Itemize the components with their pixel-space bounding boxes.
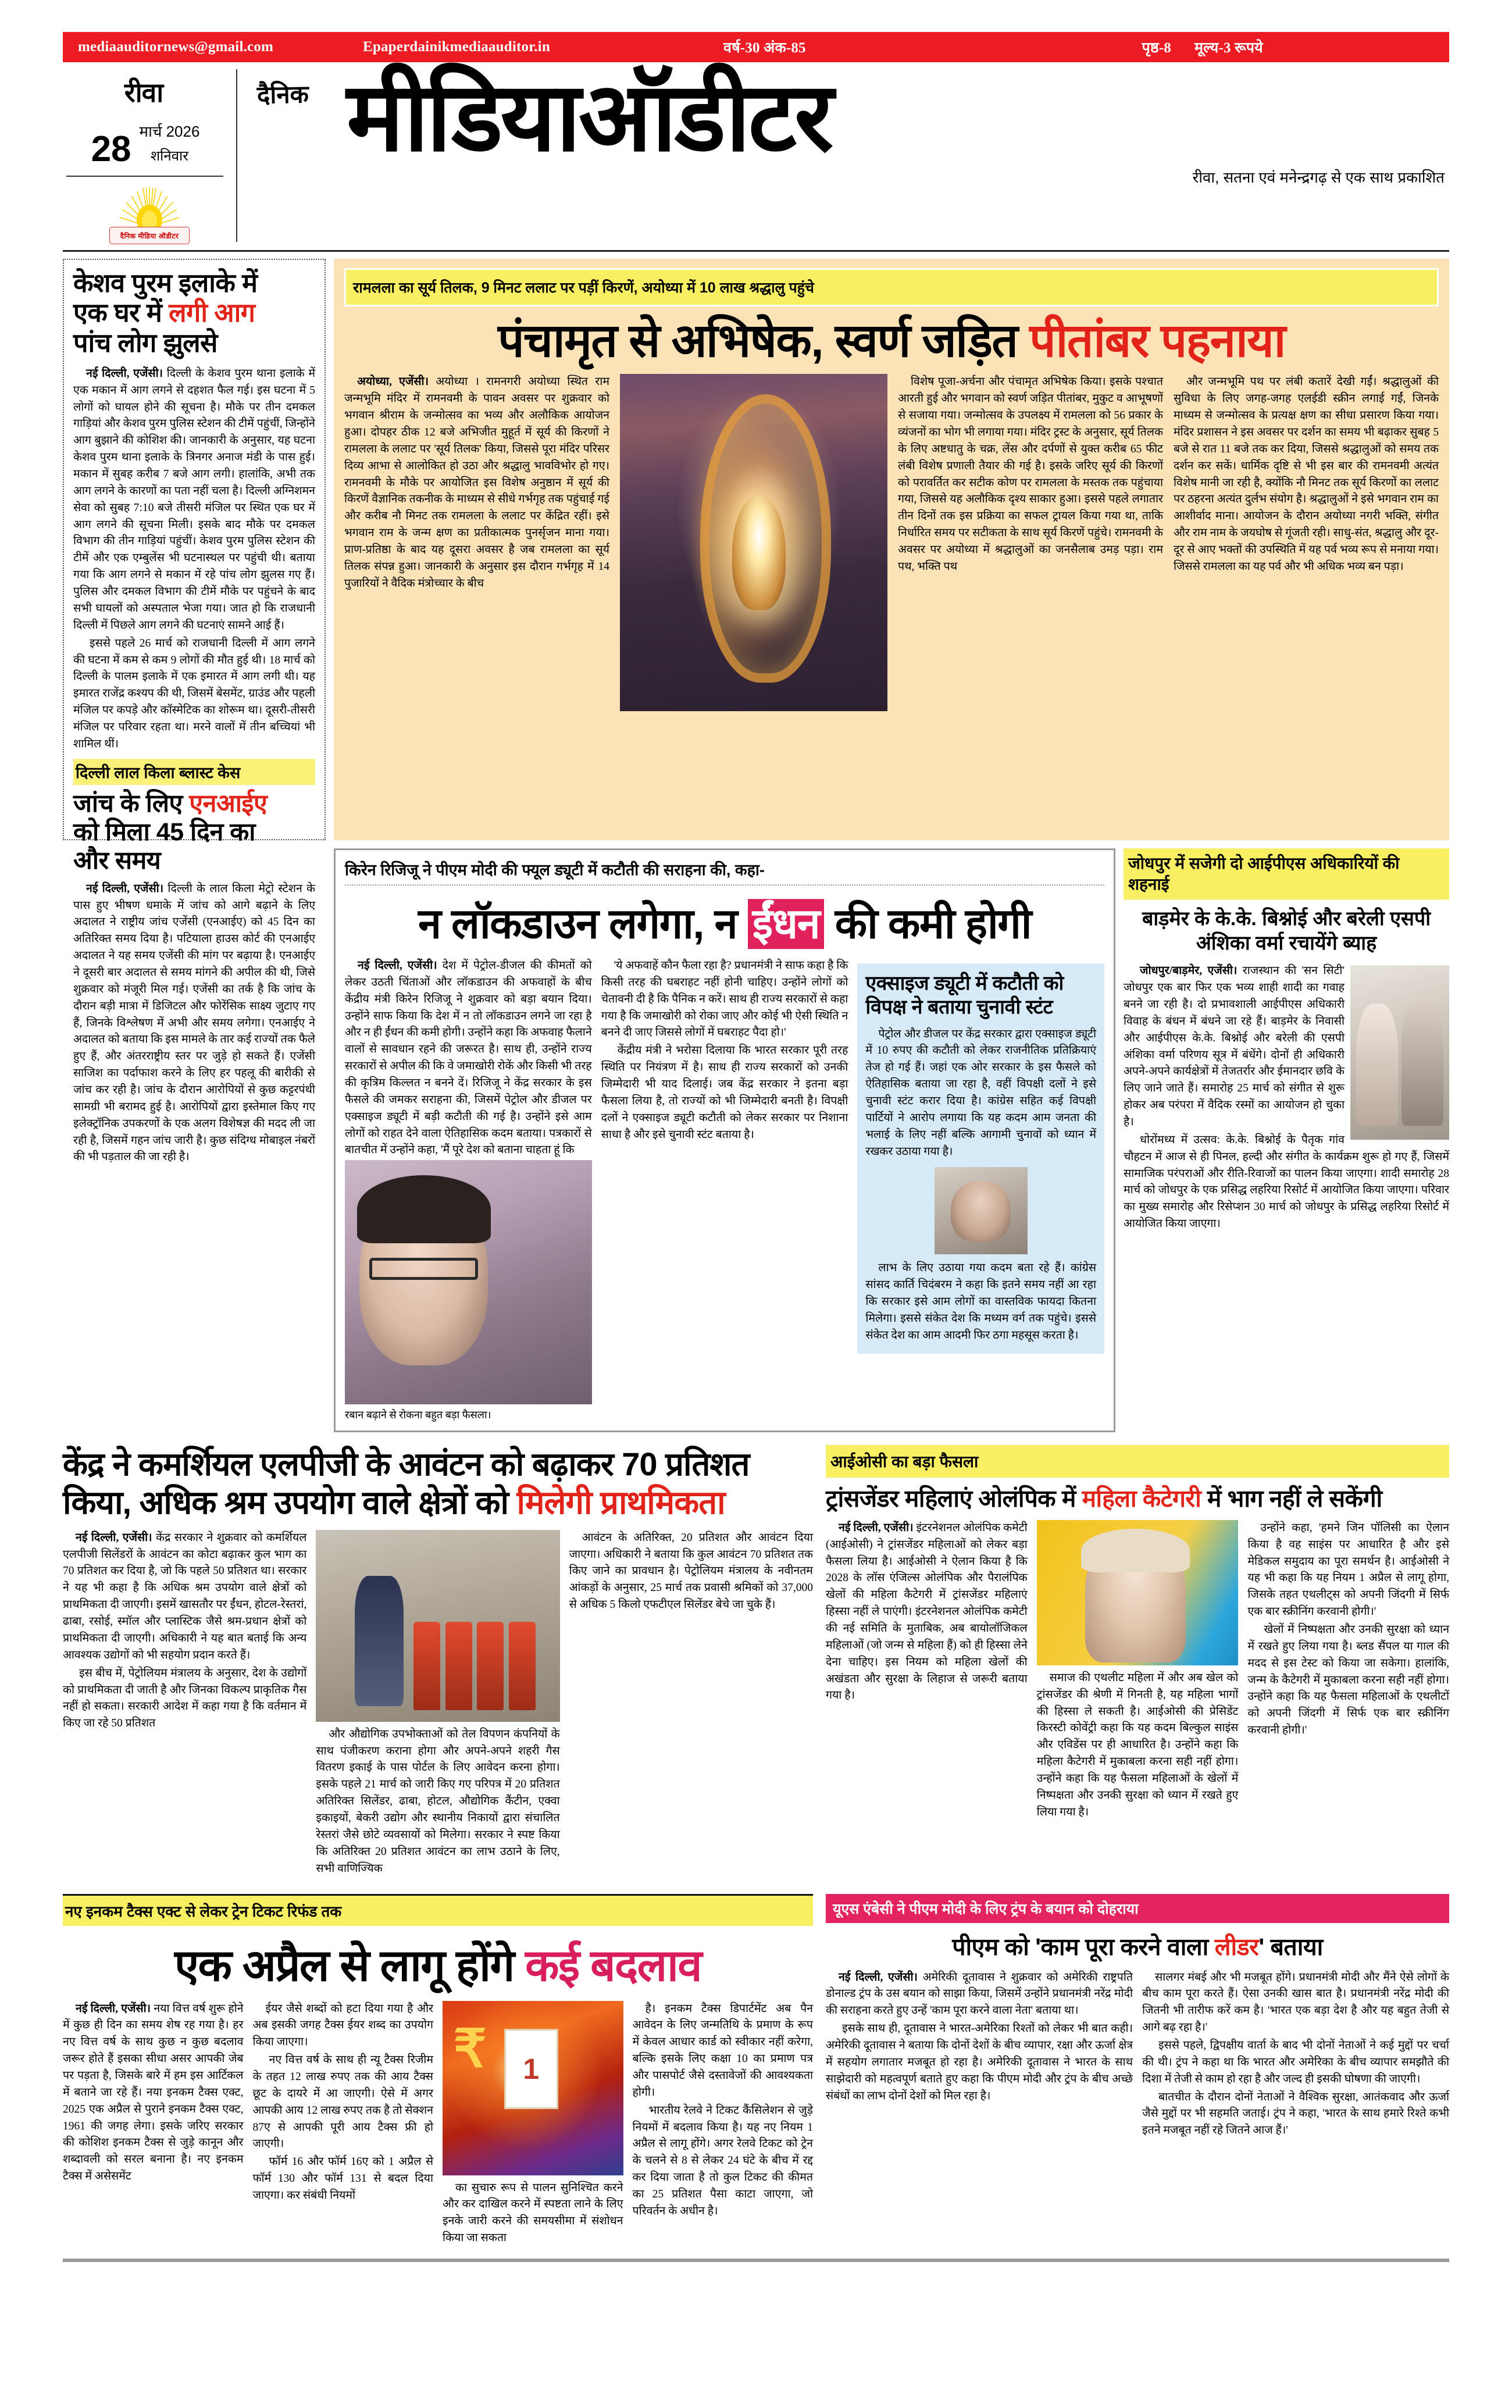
nia-kicker: दिल्ली लाल किला ब्लास्ट केस — [73, 759, 315, 785]
ioc-headline-a: ट्रांसजेंडर महिलाएं ओलंपिक में — [826, 1485, 1082, 1512]
ioc-byline: नई दिल्ली, एजेंसी। — [839, 1521, 914, 1534]
tax-col-3 — [443, 2001, 623, 2248]
rijiju-col2b-text: केंद्रीय मंत्री ने भरोसा दिलाया कि भारत सरकार पूरी तरह स्थिति पर नियंत्रण में है। साथ ही राज्य सरकारों को उनकी जिम्मेदारी भी याद दिलाई। जब केंद्र सरकार ने इतना बड़ा फैसला लिया है, तो राज्यों को भी जिम्मेदारी बनती है। विपक्षी दलों ने एक्साइज ड्यूटी कटौती को लेकर सरकार पर निशाना साधा है और इसे चुनावी स्टंट बताया है। — [601, 1044, 848, 1141]
rijiju-col-2 — [601, 958, 848, 1422]
tax-story — [63, 1894, 813, 2248]
row-second — [63, 848, 1449, 1432]
masthead-right — [237, 63, 1449, 187]
worker-figure — [355, 1576, 404, 1706]
fire-headline-line3: पांच लोग झुलसे — [73, 327, 217, 358]
idol-glow — [732, 495, 786, 610]
jodhpur-photo — [1350, 965, 1449, 1140]
ram-col-1 — [344, 374, 609, 711]
fire-byline: नई दिल्ली, एजेंसी। — [86, 367, 163, 380]
ioc-col-1 — [826, 1520, 1028, 1822]
fire-body-text: दिल्ली के केशव पुरम थाना इलाके में एक मकान में आग लगने से दहशत फैल गई। इस घटना में 5 लोगों को घायल होने की सूचना है। मौके पर तीन दमकल गाड़ियां और केशव पुरम पुलिस स्टेशन की टीमें पहुंचीं, जिन्होंने आग बुझाने की कोशिश की। जानकारी के अनुसार, यह घटना केशव पुरम थाना इलाके के त्रिनगर अनाज मंडी के पास हुई। मकान में सुबह करीब 7 बजे आग लगी। हालांकि, अभी तक आग लगने के कारणों का पता नहीं चला है। दिल्ली अग्निशमन सेवा को सुबह 7:10 बजे तीसरी मंजिल पर स्थित एक घर में आग लगने की सूचना मिली। इसके बाद मौके पर दमकल विभाग की तीन गाड़ियां पहुंचीं। केशव पुरम पुलिस स्टेशन की टीमें और एक एम्बुलेंस भी घटनास्थल पर पहुंची थी। बताया गया कि आग लगने से मकान में रहे पांच लोग झुलस गए हैं। पुलिस और दमकल विभाग की टीमें मौके पर पहुंचने के बाद सभी घायलों को अस्पताल भेजा गया। जात हो कि राजधानी दिल्ली में पिछले आग लगने की घटनाएं सामने आई हैं। — [73, 367, 316, 632]
tax-col4b-text: भारतीय रेलवे ने टिकट कैंसिलेशन से जुड़े नियमों में बदलाव किया है। यह नए नियम 1 अप्रैल से लागू होंगे। अगर रेलवे टिकट को ट्रेन के चलने से 8 से लेकर 24 घंटे के बीच में रद्द कर दिया जाता है तो कुल टिकट की कीमत का 25 प्रतिशत पैसा काटा जाएगा, जो परिवर्तन के अधीन है। — [632, 2104, 813, 2217]
modi-headline-quote: 'काम पूरा करने वाला — [1035, 1933, 1215, 1960]
modi-columns — [826, 1970, 1449, 2141]
modi-col1-text: अमेरिकी दूतावास ने शुक्रवार को अमेरिकी राष्ट्रपति डोनाल्ड ट्रंप के उस बयान को साझा किया, जिसमें उन्होंने प्रधानमंत्री नरेंद्र मोदी की सराहना करते हुए उन्हें 'काम पूरा करने वाला नेता' बताया था। — [826, 1971, 1133, 2017]
modi-headline-b: ' बताया — [1258, 1933, 1323, 1960]
rijiju-col-3 — [857, 958, 1104, 1422]
gas-cylinder — [509, 1622, 536, 1710]
masthead-divider — [66, 176, 223, 177]
masthead-left — [63, 69, 237, 242]
volume-issue: वर्ष-30 अंक-85 — [723, 40, 806, 56]
rijiju-headline — [345, 894, 1104, 951]
left-spacer-col — [63, 848, 326, 1432]
contact-email[interactable]: mediaauditornews@gmail.com — [78, 39, 274, 55]
modi-col2b-text: इससे पहले, द्विपक्षीय वार्ता के बाद भी दोनों नेताओं ने कई मुद्दों पर चर्चा की थी। ट्रंप ने कहा था कि भारत और अमेरिका के बीच व्यापार समझौते की दिशा में तेजी से काम हो रहा है और जल्द ही इसकी घोषणा की जाएगी। — [1142, 2039, 1449, 2085]
modi-col2-text: सालगर मंबई और भी मजबूत होंगे। प्रधानमंत्री मोदी और मैंने ऐसे लोगों के बीच काम पूरा करते हैं। ऐसा उनकी खास बात है। प्रधानमंत्री नरेंद्र मोदी की जितनी भी तारीफ करें कम है। 'भारत एक बड़ा देश है और यह बहुत तेजी से आगे बढ़ रहा है।' — [1142, 1971, 1449, 2034]
modi-col-1 — [826, 1970, 1133, 2141]
tax-kicker: नए इनकम टैक्स एक्ट से लेकर ट्रेन टिकट रिफंड तक — [63, 1894, 813, 1926]
modi-headline-a: पीएम को — [952, 1933, 1036, 1960]
logo-nameplate: दैनिक मीडिया ऑडीटर — [109, 227, 190, 244]
masthead-bottom-rule — [63, 250, 1449, 252]
ram-story — [334, 259, 1449, 840]
tax-col-1 — [63, 2001, 244, 2248]
lpg-col-1 — [63, 1530, 306, 1879]
gas-cylinder — [445, 1622, 472, 1710]
modi-story — [826, 1894, 1449, 2248]
ioc-col1-text: इंटरनेशनल ओलंपिक कमेटी (आईओसी) ने ट्रांसजेंडर महिलाओं को लेकर बड़ा फैसला लिया है। आईओसी ने ऐलान किया है कि 2028 के लॉस एंजिल्स ओलंपिक और पैरालंपिक खेलों की महिला कैटेगरी में ट्रांसजेंडर महिलाएं हिस्सा नहीं ले पाएंगी। इंटरनेशनल ओलंपिक कमेटी की नई समिति के मुताबिक, अब बायोलॉजिकल महिलाओं (जो जन्म से महिला हैं) को ही हिस्सा लेने देना चाहिए। इस नियम को महिला खेलों की अखंडता और सुरक्षा के लिहाज से जरूरी बताया गया है। — [826, 1521, 1028, 1702]
masthead — [63, 63, 1449, 247]
newspaper-page — [0, 32, 1512, 2408]
lpg-headline-a: केंद्र ने कमर्शियल एलपीजी के आवंटन को बढ़ाकर 70 प्रतिशत किया, अधिक श्रम उपयोग वाले क्षेत्रों को — [63, 1445, 750, 1521]
ioc-col3-text: उन्होंने कहा, 'हमने जिन पॉलिसी का ऐलान किया है वह साइंस पर आधारित है और इसे मेडिकल समुदाय का पूरा समर्थन है। आईओसी ने यह भी कहा कि यह नियम 1 अप्रैल से लागू होगा, जिसके तहत एथलीट्स को अपनी जिंदगी में सिर्फ एक बार स्क्रीनिंग करवानी होगी।' — [1247, 1521, 1450, 1618]
ram-strap: रामलला का सूर्य तिलक, 9 मिनट ललाट पर पड़ीं किरणें, अयोध्या में 10 लाख श्रद्धालु पहुंचे — [344, 268, 1439, 306]
lpg-cylinders-photo — [316, 1530, 559, 1722]
ramlala-photo — [620, 374, 887, 711]
epaper-website[interactable]: Epaperdainikmediaauditor.in — [363, 39, 550, 55]
excise-col3-text: पेट्रोल और डीजल पर केंद्र सरकार द्वारा एक्साइज ड्यूटी में 10 रुपए की कटौती को लेकर राजनीतिक प्रतिक्रियाएं तेज हो गई हैं। जहां एक ओर सरकार के इस फैसले को ऐतिहासिक बताया जा रहा है, वहीं विपक्षी दलों ने इसे चुनावी स्टंट करार दिया है। कांग्रेस सहित कई विपक्षी पार्टियों ने आरोप लगाया कि यह कदम आम जनता की भलाई के लिए नहीं बल्कि आगामी चुनावों को ध्यान में रखकर उठाया गया है। — [865, 1028, 1097, 1158]
tax-col2b-text: नए वित्त वर्ष के साथ ही न्यू टैक्स रिजीम के तहत 12 लाख रुपए तक की आय टैक्स छूट के दायरे में आ जाएगी। ऐसे में अगर आपकी आय 12 लाख रुपए तक है तो सेक्शन 87ए से आपकी पूरी आय टैक्स फ्री हो जाएगी। — [252, 2054, 433, 2150]
fire-body-text2: इससे पहले 26 मार्च को राजधानी दिल्ली में आग लगने की घटना में कम से कम 9 लोगों की मौत हुई थी। 18 मार्च को दिल्ली के पालम इलाके में एक इमारत में आग लगी थी। यह इमारत राजेंद्र कश्यप की थी, जिसमें बेसमेंट, ग्राउंड और पहली मंजिल पर कपड़े और कॉस्मेटिक का शोरूम था। दूसरी-तीसरी मंजिल पर परिवार रहता था। मरने वालों में तीन बच्चियां भी शामिल थीं। — [73, 637, 315, 750]
row-third — [63, 1445, 1449, 1879]
tax-col4-text: है। इनकम टैक्स डिपार्टमेंट अब पैन आवेदन के लिए जन्मतिथि के प्रमाण के रूप में केवल आधार कार्ड को स्वीकार नहीं करेगा, बल्कि इसके लिए कक्षा 10 का प्रमाण पत्र और पासपोर्ट जैसे दस्तावेजों की आवश्यकता होगी। — [632, 2002, 813, 2099]
modi-col2c-text: बातचीत के दौरान दोनों नेताओं ने वैश्विक सुरक्षा, आतंकवाद और ऊर्जा जैसे मुद्दों पर भी सहमति जताई। ट्रंप ने कहा, 'भारत के साथ हमारे रिश्ते कभी इतने मजबूत नहीं रहे जितने आज हैं।' — [1142, 2090, 1449, 2137]
date-weekday: शनिवार — [150, 148, 189, 164]
rijiju-headline-a: न लॉकडाउन लगेगा, न — [418, 901, 748, 947]
lpg-story — [63, 1445, 813, 1879]
tax-col3-text: का सुचारु रूप से पालन सुनिश्चित करने और कर दाखिल करने में स्पष्टता लाने के लिए इनके जारी करने की समयसीमा में संशोधन किया जा सकता — [443, 2181, 623, 2245]
lpg-headline-red: मिलेगी प्राथमिकता — [516, 1483, 725, 1521]
excise-face — [951, 1181, 1010, 1242]
ioc-headline — [826, 1485, 1449, 1513]
jodhpur-col1-text: राजस्थान की 'सन सिटी' जोधपुर एक बार फिर एक भव्य शाही शादी का गवाह बनने जा रही है। दो प्रभावशाली आईपीएस अधिकारी विवाह के बंधन में बंधने जा रहे हैं। बाड़मेर के निवासी और आईपीएस के.के. बिश्नोई और बरेली की एसपी अंशिका वर्मा परिणय सूत्र में बंधेंगे। दोनों ही अधिकारी अपने-अपने कार्यक्षेत्रों में तेजतर्रार और ईमानदार छवि के लिए जाने जाते हैं। समारोह 25 मार्च को संगीत से शुरू होकर अब परंपरा में वैदिक रस्मों का आयोजन हो चुका है। — [1124, 965, 1345, 1129]
page-count: पृष्ठ-8 — [1142, 40, 1171, 56]
gas-cylinder — [477, 1622, 504, 1710]
rijiju-story — [334, 848, 1115, 1432]
nia-byline: नई दिल्ली, एजेंसी। — [86, 882, 164, 895]
ioc-col2-text: समाज की एथलीट महिला में और अब खेल को ट्रांसजेंडर की श्रेणी में गिनती है, यह महिला भागों की हिस्सा ले सकती है। आईओसी की प्रेसिडेंट किरस्टी कोवेंट्री कहा कि यह कदम बिल्कुल साइंस और एविडेंस पर ही आधारित है। उन्होंने कहा कि महिला कैटेगरी में मुकाबला करना सही नहीं होगा। उन्होंने कहा कि यह फैसला महिलाओं के खेलों में निष्पक्षता और उनकी सुरक्षा को ध्यान में रखते हुए लिया गया है। — [1036, 1671, 1239, 1818]
rijiju-glasses — [369, 1258, 478, 1280]
tax-col2-text: ईयर जैसे शब्दों को हटा दिया गया है और अब इसकी जगह टैक्स ईयर शब्द का उपयोग किया जाएगा। — [252, 2002, 433, 2049]
tax-col-4 — [633, 2001, 814, 2248]
nia-headline-red: एनआईए — [189, 789, 268, 818]
lpg-col1-text: केंद्र सरकार ने शुक्रवार को कमर्शियल एलपीजी सिलेंडरों के आवंटन का कोटा बढ़ाकर कुल भाग का 70 प्रतिशत कर दिया है, जो कि पहले 50 प्रतिशत था। सरकार ने यह भी कहा है कि अधिक श्रम उपयोग वाले क्षेत्रों को प्राथमिकता दी जाएगी। इसमें खासतौर पर ईंधन, होटल-रेस्तरां, ढाबा, रसोई, स्मॉल और प्लास्टिक जैसे श्रम-प्रधान क्षेत्रों को प्राथमिकता दी जाएगी। अधिकारी ने यह बात बताई कि अन्य आवश्यक उद्योगों को भी सहयोग प्रदान करते हैं। — [63, 1531, 307, 1661]
jodhpur-headline: बाड़मेर के के.के. बिश्नोई और बरेली एसपी अंशिका वर्मा रचायेंगे ब्याह — [1142, 907, 1431, 955]
fire-headline-red: लगी आग — [169, 298, 255, 328]
jodhpur-kicker: जोधपुर में सजेगी दो आईपीएस अधिकारियों की शहनाई — [1124, 848, 1449, 900]
ioc-headline-red: महिला कैटेगरी — [1082, 1485, 1201, 1512]
modi-col-2 — [1142, 1970, 1449, 2141]
fire-headline — [73, 268, 315, 358]
date-day: 28 — [91, 129, 131, 170]
rijiju-columns — [345, 958, 1104, 1422]
tax-headline-a: एक अप्रैल से लागू होंगे — [174, 1940, 526, 1990]
jodhpur-col2-text: धोरोंमध्य में उत्सव: के.के. बिश्नोई के पैतृक गांव चौहटन में आज से ही पिनल, हल्दी और संगीत के कार्यक्रम शुरू हो गए हैं, जिसमें सामाजिक परंपराओं और रीति-रिवाजों का पालन किया जाएगा। शादी समारोह 28 मार्च को जोधपुर के एक प्रसिद्ध लहरिया रिसोर्ट में आयोजित किया जाएगा। परिवार का मुख्य समारोह और रिसेप्शन 30 मार्च को जोधपुर के प्रसिद्ध लहरिया रिसोर्ट में आयोजित किया जाएगा। — [1124, 1133, 1449, 1230]
tax-col-2 — [253, 2001, 434, 2248]
modi-col1b-text: इसके साथ ही, दूतावास ने भारत-अमेरिका रिश्तों को लेकर भी बात कही। अमेरिकी दूतावास ने बताया कि दोनों देशों के बीच व्यापार, रक्षा और ऊर्जा क्षेत्र में सहयोग लगातार मजबूत हो रहा है। अमेरिकी दूतावास ने भारत के साथ साझेदारी को महत्वपूर्ण बताते हुए कहा कि पीएम मोदी और ट्रंप के बीच अच्छे संबंधों का लाभ दोनों देशों को मिल रहा है। — [826, 2022, 1133, 2102]
gas-cylinder — [413, 1622, 440, 1710]
rupee-symbol-icon: ₹ — [453, 2020, 487, 2078]
ram-col2-text: विशेष पूजा-अर्चना और पंचामृत अभिषेक किया। इसके पश्चात आरती हुई और भगवान को स्वर्ण जड़ित पीतांबर, मुकुट व आभूषणों से सजाया गया। जन्मोत्सव के उपलक्ष्य में रामलला को 56 प्रकार के व्यंजनों का भोग भी लगाया गया। मंदिर ट्रस्ट के अनुसार, सूर्य तिलक के लिए अष्टधातु के चक्र, लेंस और दर्पणों से युक्त करीब 65 फीट लंबी विशेष प्रणाली तैयार की गई है। इसके जरिए सूर्य की किरणों को परावर्तित कर सटीक कोण पर रामलला के मस्तक तक पहुंचाया गया, जिससे यह अलौकिक दृश्य साकार हुआ। इससे पहले लगातार तीन दिनों तक इस प्रक्रिया का सफल ट्रायल किया गया था, ताकि निर्धारित समय पर सटीकता के साथ सूर्य किरणें पहुंचे। रामनवमी के अवसर पर अयोध्या में श्रद्धालुओं का जनसैलाब उमड़ पड़ा। राम पथ, भक्ति पथ — [898, 376, 1163, 573]
lpg-col2-text: इस बीच में, पेट्रोलियम मंत्रालय के अनुसार, देश के उद्योगों को प्राथमिकता दी जाती है और जिनका विकल्प प्राकृतिक गैस नहीं हो सकता। सरकारी आदेश में कहा गया है कि वर्तमान में किए जा रहे 50 प्रतिशत — [63, 1667, 307, 1730]
ram-col3-text: और जन्मभूमि पथ पर लंबी कतारें देखी गईं। श्रद्धालुओं की सुविधा के लिए जगह-जगह एलईडी स्क्रीन लगाई गईं, जिनके माध्यम से जन्मोत्सव के प्रत्यक्ष क्षण का सीधा प्रसारण किया गया। मंदिर प्रशासन ने इस अवसर पर दर्शन का समय भी बढ़ाकर सुबह 5 बजे से रात 11 बजे तक कर दिया, जिससे श्रद्धालुओं को समय तक दर्शन कर सकें। धार्मिक दृष्टि से भी इस बार की रामनवमी अत्यंत विशेष मानी जा रही है, क्योंकि नौ मिनट तक सूर्य किरणों का ललाट पर ठहरना अत्यंत दुर्लभ संयोग है। श्रद्धालुओं ने इसे भगवान राम का आशीर्वाद माना। आयोजन के दौरान अयोध्या नगरी भक्ति, संगीत और राम नाम के जयघोष से गूंजती रही। साधु-संत, श्रद्धालु और दूर-दूर से आए भक्तों की उपस्थिति में यह पर्व भव्य रूप से मनाया गया। जिससे रामलला का यह पर्व और भी अधिक भव्य बन पड़ा। — [1174, 376, 1439, 573]
tax-columns — [63, 2001, 813, 2248]
lpg-byline: नई दिल्ली, एजेंसी। — [76, 1531, 152, 1544]
modi-kicker: यूएस एंबेसी ने पीएम मोदी के लिए ट्रंप के बयान को दोहराया — [826, 1894, 1449, 1923]
fire-body — [73, 366, 315, 753]
groom-figure — [1356, 1004, 1397, 1126]
rijiju-headline-pink: ईंधन — [748, 899, 824, 949]
ioc-col-2 — [1037, 1520, 1239, 1822]
ram-headline — [344, 316, 1439, 366]
ram-columns — [344, 374, 1439, 711]
lpg-col-3 — [569, 1530, 813, 1879]
tax-headline — [63, 1934, 813, 1994]
rijiju-col-1 — [345, 958, 592, 1422]
jodhpur-story — [1124, 848, 1449, 1432]
ioc-kicker: आईओसी का बड़ा फैसला — [826, 1445, 1449, 1478]
tax-byline: नई दिल्ली, एजेंसी। — [76, 2002, 151, 2015]
fire-headline-line2a: एक घर में — [73, 298, 169, 328]
cover-price: मूल्य-3 रूपये — [1194, 40, 1263, 56]
excise-box — [857, 964, 1104, 1354]
fire-story-box — [63, 259, 326, 1164]
lpg-col3-text: और औद्योगिक उपभोक्ताओं को तेल विपणन कंपनियों के साथ पंजीकरण कराना होगा और अपने-अपने शहरी गैस वितरण इकाई के पास पोर्टल के लिए आवेदन करना होगा। इसके पहले 21 मार्च को जारी किए गए परिपत्र में 20 प्रतिशत अतिरिक्त सिलेंडर, ढाबा, होटल, औद्योगिक कैंटीन, एक्वा इकाइयों, बेकरी उद्योग और स्थानीय निकायों द्वारा संचालित रेस्तरां जैसे छोटे व्यवसायों को मिलेगा। सरकार ने स्पष्ट किया कि अतिरिक्त 20 प्रतिशत आवंटन का लाभ उठाने के लिए, सभी वाणिज्यिक — [316, 1728, 560, 1875]
rijiju-col2-text: 'ये अफवाहें कौन फैला रहा है? प्रधानमंत्री ने साफ कहा है कि किसी तरह की घबराहट नहीं होनी चाहिए। उन्होंने लोगों को चेतावनी दी है कि पैनिक न करें। साथ ही राज्य सरकारों से कहा गया है कि जमाखोरी को रोका जाए और कोई भी ऐसी स्थिति न बनने दी जाए जिससे लोगों में घबराहट पैदा हो।' — [601, 959, 848, 1039]
rijiju-headline-b: की कमी होगी — [824, 901, 1032, 947]
excise-headline: एक्साइज ड्यूटी में कटौती को विपक्ष ने बताया चुनावी स्टंट — [865, 972, 1064, 1018]
edition-city: रीवा — [124, 77, 163, 108]
ram-headline-black: पंचामृत से अभिषेक, स्वर्ण जड़ित — [498, 315, 1030, 366]
lpg-col-2 — [316, 1530, 559, 1879]
modi-headline-red: लीडर — [1214, 1933, 1259, 1960]
rijiju-hair — [357, 1175, 490, 1244]
modi-byline: नई दिल्ली, एजेंसी। — [839, 1971, 918, 1984]
masthead-dainik: दैनिक — [256, 80, 309, 109]
jodhpur-byline: जोधपुर/बाड़मेर, एजेंसी। — [1140, 965, 1238, 978]
nia-headline-b: को मिला 45 दिन का — [73, 818, 255, 846]
ram-byline: अयोध्या, एजेंसी। — [357, 376, 429, 388]
rijiju-byline: नई दिल्ली, एजेंसी। — [358, 959, 437, 972]
jodhpur-col-1 — [1124, 963, 1449, 1234]
tax-headline-pink: कई बदलाव — [525, 1940, 701, 1990]
excise-body-text: लाभ के लिए उठाया गया कदम बता रहे हैं। कांग्रेस सांसद कार्ति चिदंबरम ने कहा कि इतने समय नहीं आ रहा कि सरकार इसे आम लोगों का वास्तविक फायदा कितना मिलेगा। इससे संकेत देश कि मध्यम वर्ग तक पहुंचे। इससे संकेत देश का आम आदमी फिर ठगा महसूस करता है। — [865, 1262, 1097, 1342]
nia-headline-a: जांच के लिए — [73, 789, 190, 818]
masthead-tagline: रीवा, सतना एवं मनेन्द्रगढ़ से एक साथ प्रकाशित — [1192, 168, 1445, 186]
rijiju-photo — [345, 1160, 592, 1404]
paper-logo — [108, 184, 192, 242]
nia-headline-c: और समय — [73, 846, 161, 875]
ioc-columns — [826, 1520, 1449, 1822]
ram-col-3 — [1174, 374, 1439, 711]
tax-col2c-text: फॉर्म 16 और फॉर्म 16ए को 1 अप्रैल से फॉर्म 130 और फॉर्म 131 से बदल दिया जाएगा। कर संबंधी नियमों — [252, 2156, 433, 2202]
ioc-col-3 — [1247, 1520, 1449, 1822]
modi-headline — [826, 1930, 1449, 1963]
lpg-col4-text: आवंटन के अतिरिक्त, 20 प्रतिशत और आवंटन दिया जाएगा। अधिकारी ने बताया कि कुल आवंटन 70 प्रतिशत तक किए जाने का प्रावधान है। पेट्रोलियम मंत्रालय के नवीनतम आंकड़ों के अनुसार, 25 मार्च तक प्रवासी श्रमिकों को 37,000 से अधिक 5 किलो एफटीएल सिलेंडर बेचे जा चुके हैं। — [569, 1531, 813, 1611]
ioc-headline-b: में भाग नहीं ले सकेंगी — [1201, 1485, 1382, 1512]
ioc-story — [826, 1445, 1449, 1879]
nia-body-text: दिल्ली के लाल किला मेट्रो स्टेशन के पास हुए भीषण धमाके में जांच को आगे बढ़ाने के लिए अदालत ने राष्ट्रीय जांच एजेंसी (एनआईए) को 45 दिन का अतिरिक्त समय दिया है। पटियाला हाउस कोर्ट की एनआईए अदालत ने यह समय एजेंसी की मांग पर बढ़ाया है। एनआईए ने दूसरी बार अदालत से समय मांगने की अपील की थी, जिसे शुक्रवार को मंजूरी मिल गई। एजेंसी का तर्क है कि जांच के दौरान बड़ी मात्रा में डिजिटल और फोरेंसिक साक्ष्य जुटाए गए हैं, जिनके विश्लेषण में अभी और समय लगेगा। एनआईए ने अदालत को बताया कि इस मामले के तार कई राज्यों तक फैले हुए हैं, और अंतरराष्ट्रीय स्तर पर जुड़े हो सकते हैं। एजेंसी साजिश का पर्दाफाश करने के लिए हर पहलू की बारीकी से जांच कर रही है। जांच के दौरान आरोपियों से कुछ कट्टरपंथी सामग्री भी बरामद हुई है। आरोपियों द्वारा इस्तेमाल किए गए इलेक्ट्रॉनिक उपकरणों के एक अलग विशेषज्ञ की मदद ली जा रही है, जिसमें गहन जांच जारी है। कुछ संदिग्ध मोबाइल नंबरों की भी पड़ताल की जा रही है। — [73, 882, 316, 1164]
rijiju-photo-caption: रबान बढ़ाने से रोकना बहुत बड़ा फैसला। — [345, 1409, 491, 1421]
excise-photo — [935, 1167, 1028, 1254]
calendar-card: 1 — [504, 2029, 558, 2109]
jodhpur-columns — [1124, 963, 1449, 1234]
rijiju-kicker: किरेन रिजिजू ने पीएम मोदी की फ्यूल ड्यूटी में कटौती की सराहना की, कहा- — [345, 858, 1104, 886]
ioc-col4-text: खेलों में निष्पक्षता और उनकी सुरक्षा को ध्यान में रखते हुए लिया गया है। ब्लड सैंपल या गाल की मदद से इस टेस्ट को किया जा सकेगा। हालांकि, जन्म के कैटेगरी में मुकाबला करना सही नहीं होगा। उन्होंने कहा कि यह फैसला महिलाओं के एथलीटों को अपनी जिंदगी में सिर्फ एक बार स्क्रीनिंग करवानी होगी।' — [1247, 1623, 1450, 1737]
row-bottom — [63, 1894, 1449, 2248]
coventry-photo — [1037, 1520, 1239, 1665]
ram-headline-red: पीतांबर पहनाया — [1029, 315, 1285, 366]
ram-col1-text: अयोध्या । रामनगरी अयोध्या स्थित राम जन्मभूमि मंदिर में रामनवमी के पावन अवसर पर शुक्रवार को भगवान श्रीराम के जन्मोत्सव का भव्य और अलौकिक आयोजन हुआ। दोपहर ठीक 12 बजे अभिजीत मुहूर्त में सूर्य की किरणों ने रामलला के ललाट पर 'सूर्य तिलक' किया, जिससे पूरा मंदिर परिसर दिव्य आभा से आलोकित हो उठा और श्रद्धालु भावविभोर हो गए। रामनवमी के मौके पर आयोजित इस विशेष अनुष्ठान में सूर्य की किरणें वैज्ञानिक तकनीक के माध्यम से सीधे गर्भगृह तक पहुंचाई गई और करीब नौ मिनट तक रामलला के ललाट पर केंद्रित रहीं। इसे भगवान राम के जन्म क्षण का प्रतीकात्मक पुनर्सृजन माना गया। प्राण-प्रतिष्ठा के बाद यह दूसरा अवसर है जब रामलला का सूर्य तिलक संपन्न हुआ। जानकारी के अनुसार इस दौरान गर्भगृह में 14 पुजारियों ने वैदिक मंत्रोच्चार के बीच — [344, 376, 609, 590]
publication-date — [63, 120, 236, 170]
fire-headline-line1: केशव पुरम इलाके में — [73, 268, 258, 298]
bride-figure — [1402, 997, 1443, 1126]
tax-col1-text: नया वित्त वर्ष शुरू होने में कुछ ही दिन का समय शेष रह गया है। हर नए वित्त वर्ष के साथ कुछ न कुछ बदलाव जरूर होते हैं इसका सीधा असर आपकी जेब पर पड़ता है, जिसके बारे में हम इस आर्टिकल में बताने जा रहे हैं। नया इनकम टैक्स एक्ट, 2025 एक अप्रैल से पुराने इनकम टैक्स एक्ट, 1961 की जगह लेगा। इसके जरिए सरकार की कोशिश इनकम टैक्स से जुड़े कानून और शब्दावली को सरल बनाना है। नए इनकम टैक्स में असेसमेंट — [63, 2002, 244, 2183]
masthead-title: मीडियाऑडीटर — [347, 63, 832, 170]
april-first-photo — [443, 2001, 623, 2175]
page-footer-rule — [63, 2259, 1449, 2262]
coventry-hair — [1081, 1529, 1190, 1572]
rijiju-col1-text: देश में पेट्रोल-डीजल की कीमतों को लेकर उठती चिंताओं और लॉकडाउन की अफवाहों के बीच केंद्रीय मंत्री किरेन रिजिजू ने शुक्रवार को बड़ा बयान दिया। उन्होंने साफ किया कि देश में न तो लॉकडाउन लगने जा रहा है और न ही ईंधन की कमी होगी। उन्होंने कहा कि अफवाह फैलाने वालों से सावधान रहने की जरूरत है। साथ ही, उन्होंने राज्य सरकारों से अपील की कि वे जमाखोरी रोकें और किसी भी तरह की कृत्रिम किल्लत न बनने दें। रिजिजू ने केंद्र सरकार के इस फैसले की जमकर सराहना की, जिसमें पेट्रोल और डीजल पर एक्साइज ड्यूटी में बड़ी कटौती की गई है। उन्होंने इसे आम लोगों को राहत देने वाला ऐतिहासिक कदम बताया। पत्रकारों से बातचीत में उन्होंने कहा, 'मैं पूरे देश को बताना चाहता हूं कि — [345, 959, 592, 1157]
ram-col-2 — [898, 374, 1163, 711]
lpg-columns — [63, 1530, 813, 1879]
top-info-bar — [63, 32, 1449, 62]
date-month-year: मार्च 2026 — [139, 123, 200, 140]
lpg-headline — [63, 1445, 813, 1522]
